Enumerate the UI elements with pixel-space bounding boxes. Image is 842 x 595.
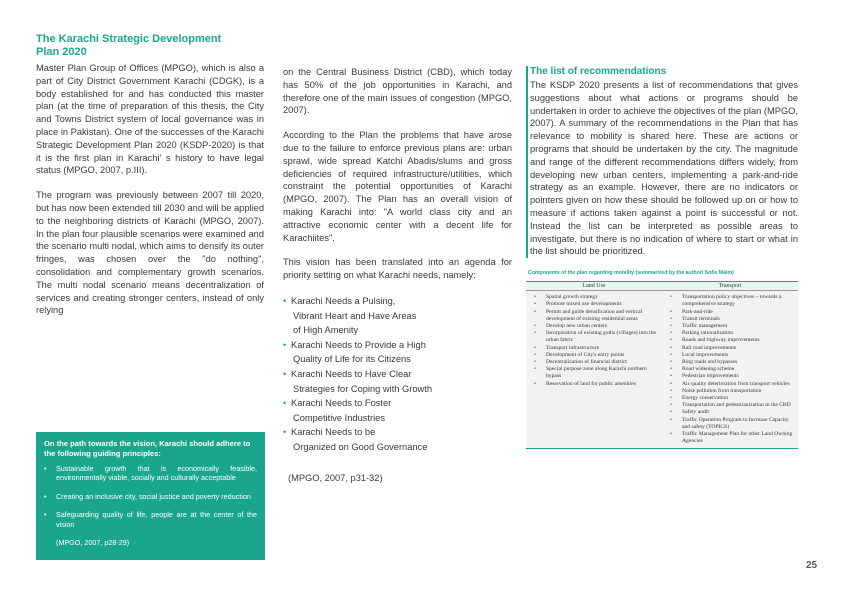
- box-heading: On the path towards the vision, Karachi should adhere to the following guiding principles:: [44, 439, 251, 458]
- goal-item: • Karachi Needs to Foster Competitive Industries: [283, 396, 512, 425]
- list-item: • Sustainable growth that is economically feasible, environmentally viable, socially and culturally acceptable: [44, 464, 257, 483]
- table-item: • Incorporation of existing goths (villages) into the urban fabric: [532, 330, 659, 344]
- table-item: • Traffic management: [668, 323, 795, 330]
- table-item: • Energy conservation: [668, 395, 795, 402]
- table-item: • Ring roads and bypasses: [668, 359, 795, 366]
- table-item: • Transit terminals: [668, 316, 795, 323]
- table-item: • Special purpose zone along Karachi northern bypass: [532, 366, 659, 380]
- goal-item: • Karachi Needs a Pulsing, Vibrant Heart and Have Areas of High Amenity: [283, 294, 512, 338]
- header-land-use: Land Use: [582, 283, 606, 290]
- table-item: • Road widening scheme: [668, 366, 795, 373]
- goal-item: • Karachi Needs to Provide a High Quality of Life for its Citizens: [283, 338, 512, 367]
- table-body: [526, 291, 798, 448]
- table-item: • Air quality deterioration from transport vehicles: [668, 381, 795, 388]
- recommendations-section: [526, 66, 798, 258]
- table-item: • Pedestrian improvements: [668, 373, 795, 380]
- goal-item: • Karachi Needs to be Organized on Good Governance: [283, 425, 512, 454]
- transport-list: [662, 294, 798, 445]
- paragraph: This vision has been translated into an agenda for priority setting on what Karachi needs, namely:: [283, 257, 512, 281]
- mobility-table: [526, 281, 798, 449]
- table-item: • Traffic Management Plan for other Land Owning Agencies: [668, 431, 795, 445]
- table-item: • Permit and guide densification and vertical development of existing residential areas: [532, 309, 659, 323]
- table-item: • Rail road improvements: [668, 345, 795, 352]
- table-item: • Reservation of land for public amenities: [532, 381, 659, 388]
- table-item: • Spatial growth strategy: [532, 294, 659, 301]
- table-item: • Decentralization of financial district: [532, 359, 659, 366]
- list-item: • Creating an inclusive city, social justice and poverty reduction: [44, 492, 257, 501]
- column-2: [283, 66, 512, 484]
- paragraph: on the Central Business District (CBD), which today has 50% of the job opportunities in Karachi, and therefore one of the main issues of congestion (MPGO, 2007).: [283, 67, 512, 116]
- table-item: • Development of City's entry points: [532, 352, 659, 359]
- table-item: • Develop new urban centers: [532, 323, 659, 330]
- table-item: • Transportation and pedestrianization in the CBD: [668, 402, 795, 409]
- table-item: • Promote mixed use developments: [532, 301, 659, 308]
- goals-list: [283, 294, 512, 455]
- land-use-list: [526, 294, 662, 445]
- table-item: • Transport infrastructure: [532, 345, 659, 352]
- table-item: • Noise pollution from transportation: [668, 388, 795, 395]
- table-header: [526, 282, 798, 291]
- table-item: • Traffic Operation Program to Increase Capacity and safety (TOPICS): [668, 417, 795, 431]
- list-item: • Safeguarding quality of life, people are at the center of the vision: [44, 510, 257, 529]
- header-transport: Transport: [718, 283, 742, 290]
- paragraph: The KSDP 2020 presents a list of recommendations that gives suggestions about what actions or programs should be undertaken in order to achieve the objectives of the plan (MPGO, 2007). A summary of the recommendations in the Plan that has relevance to mobility is shared here. These are actions or programs that should be undertaken by the city. The magnitude and range of the different recommendations differs widely, from developing new urban centers, implementing a park-and-ride strategy as an example. However, there are no indicators or pointers given on how these should be followed up on or how to measure if actions taken against a point is successful or not. Instead the list can be interpreted as possible areas to investigate, but there is no indication of where to start or what in the list should be prioritized.: [530, 80, 798, 257]
- guiding-principles-box: [36, 432, 265, 560]
- column-3: [526, 66, 798, 449]
- paragraph: Master Plan Group of Offices (MPGO), which is also a part of City District Government Karachi (CDGK), is a body established for and has conducted this master plan (at the time of preparation of this thesis, the City and Towns District system of local governance was in place in Pakistan). One of the successes of the Karachi Strategic Development Plan 2020 (KSDP-2020) is that it is the first plan in Karachi' s history to have legal status (MPGO, 2007, p.III).: [36, 63, 264, 176]
- recommendations-title: The list of recommendations: [530, 66, 667, 77]
- section-title: The Karachi Strategic Development Plan 2020: [36, 33, 222, 58]
- table-caption: Components of the plan regarding mobility (summarized by the author/ Sofie Malm): [528, 270, 734, 277]
- box-source: (MPGO, 2007, p28-29): [56, 538, 130, 548]
- table-item: • Parking rationalization: [668, 330, 795, 337]
- table-item: • Roads and highway improvements: [668, 337, 795, 344]
- principles-list: [36, 464, 265, 529]
- paragraph: The program was previously between 2007 till 2020, but has now been extended till 2030 and will be applied to the neighboring districts of Karachi (MPGO, 2007). In the plan four plausible scenarios were examined and the scenario multi nodal, which aims to densify its outer fringes, was chosen over the "do nothing", consolidation and complementary growth scenarios. The multi nodal scenario means decentralization of services and creating stronger centers, instead of only relying: [36, 190, 264, 316]
- table-item: • Transportation policy objectives – towards a comprehensive strategy: [668, 294, 795, 308]
- table-item: • Local improvements: [668, 352, 795, 359]
- page-number: 25: [806, 560, 818, 571]
- column-1: [36, 33, 264, 317]
- table-item: • Safety audit: [668, 409, 795, 416]
- table-item: • Park-and-ride: [668, 309, 795, 316]
- source-citation: (MPGO, 2007, p31-32): [288, 473, 383, 484]
- goal-item: • Karachi Needs to Have Clear Strategies for Coping with Growth: [283, 367, 512, 396]
- paragraph: According to the Plan the problems that have arose due to the failure to enforce previous plans are: urban sprawl, wide spread Katchi Abadis/slums and gross deficiencies of required infrastructure/utilities, which constraint the potential opportunities of Karachi (MPGO, 2007). The Plan has an overall vision of making Karachi into: "A world class city and an attractive economic center with a decent life for Karachiites".: [283, 130, 512, 243]
